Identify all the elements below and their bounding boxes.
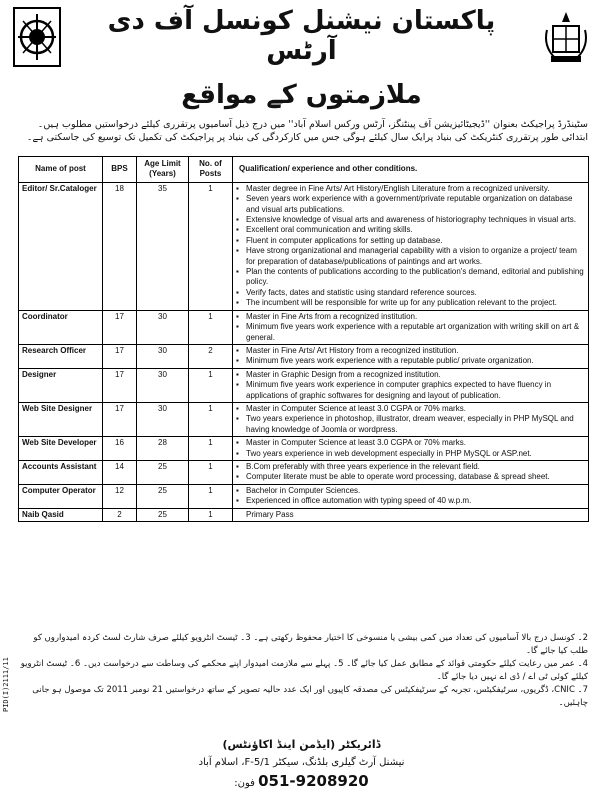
qualification-item: ▪ Minimum five years work experience with a reputable art organization with writing skill on art & general. xyxy=(236,322,585,343)
bps-value: 17 xyxy=(103,402,137,436)
post-name: Coordinator xyxy=(19,310,103,344)
pakistan-state-emblem-icon xyxy=(541,6,591,68)
qualification-cell xyxy=(233,484,589,508)
qualification-cell xyxy=(233,310,589,344)
pnca-emblem-icon xyxy=(12,6,62,68)
post-name: Accounts Assistant xyxy=(19,460,103,484)
intro-paragraph: سٹینڈرڈ پراجیکٹ بعنوان ''ڈیجیٹائیزیشن آف پینٹنگز، آرٹس ورکس اسلام آباد'' میں درج ذیل آسامیوں پرتقرری کیلئے درخواستیں مطلوب ہیں۔ ابتدائی طور پرتقرری کنٹریکٹ کی بنیاد پرایک سال کیلئے ہوگی جس میں کارکردگی کی بنیاد پر پراجیکٹ کی تکمیل تک توسیع کی جاسکتی ہے۔ xyxy=(26,119,588,143)
age-limit: 25 xyxy=(137,460,189,484)
post-name: Web Site Designer xyxy=(19,402,103,436)
age-limit: 30 xyxy=(137,344,189,368)
bps-value: 17 xyxy=(103,344,137,368)
age-limit: 30 xyxy=(137,368,189,402)
note-line: 4۔ عمر میں رعایت کیلئے حکومتی قوائد کے مطابق عمل کیا جائے گا۔ 5۔ پہلے سے ملازمت امیدوار اپنے محکمے کی وساطت سے درخواست دیں۔ 6۔ ٹیسٹ انٹرویو کیلئے کوئی ٹی اے / ڈی اے نہیں دیا جائے گا۔ xyxy=(20,659,588,682)
col-header-post: Name of post xyxy=(19,157,103,183)
col-header-bps: BPS xyxy=(103,157,137,183)
qualification-item: ▪ The incumbent will be responsible for write up for any publication relevant to the project. xyxy=(236,298,585,308)
qualification-item: ▪ Experienced in office automation with typing speed of 40 w.p.m. xyxy=(236,496,585,506)
posts-count: 1 xyxy=(189,484,233,508)
qualification-item: ▪ Master in Computer Science at least 3.0 CGPA or 70% marks. xyxy=(236,438,585,448)
bps-value: 14 xyxy=(103,460,137,484)
table-row xyxy=(19,437,589,461)
qualification-item: ▪ Verify facts, dates and statistic using standard reference sources. xyxy=(236,288,585,298)
qualification-item: ▪ Master in Computer Science at least 3.0 CGPA or 70% marks. xyxy=(236,404,585,414)
publication-reference: PID(I)2111/11 xyxy=(2,657,10,712)
posts-count: 2 xyxy=(189,344,233,368)
contact-title: ڈائریکٹر (ایڈمن اینڈ اکاؤنٹس) xyxy=(222,738,381,751)
age-limit: 25 xyxy=(137,484,189,508)
table-row xyxy=(19,182,589,310)
bps-value: 17 xyxy=(103,368,137,402)
posts-count: 1 xyxy=(189,460,233,484)
qualification-item: ▪ Extensive knowledge of visual arts and awareness of historiography techniques in visual arts. xyxy=(236,215,585,225)
note-line: 2۔ کونسل درج بالا آسامیوں کی تعداد میں کمی بیشی یا منسوخی کا اختیار محفوظ رکھتی ہے۔ 3۔ ٹیسٹ انٹرویو کیلئے صرف شارٹ لسٹ کردہ امیدواروں کو طلب کیا جائے گا۔ xyxy=(33,633,588,656)
qualification-cell xyxy=(233,344,589,368)
qualification-item: ▪ Two years experience in web development especially in PHP MySQL or ASP.net. xyxy=(236,449,585,459)
qualification-item: Primary Pass xyxy=(246,509,294,519)
table-row xyxy=(19,508,589,521)
age-limit: 28 xyxy=(137,437,189,461)
qualification-cell xyxy=(233,182,589,310)
age-limit: 25 xyxy=(137,508,189,521)
col-header-posts: No. of Posts xyxy=(189,157,233,183)
jobs-heading: ملازمتوں کے مواقع xyxy=(181,80,422,110)
job-table xyxy=(18,156,588,522)
qualification-item: ▪ B.Com preferably with three years experience in the relevant field. xyxy=(236,462,585,472)
contact-phone: 051-9208920 xyxy=(258,772,369,790)
qualification-item: ▪ Master in Fine Arts from a recognized institution. xyxy=(236,312,585,322)
posts-count: 1 xyxy=(189,182,233,310)
qualification-cell xyxy=(233,368,589,402)
qualification-cell xyxy=(233,402,589,436)
post-name: Editor/ Sr.Cataloger xyxy=(19,182,103,310)
posts-count: 1 xyxy=(189,437,233,461)
contact-phone-label: فون: xyxy=(234,778,255,789)
contact-block xyxy=(160,736,443,793)
post-name: Web Site Developer xyxy=(19,437,103,461)
post-name: Computer Operator xyxy=(19,484,103,508)
notes-section xyxy=(20,632,588,710)
table-row xyxy=(19,402,589,436)
col-header-qualification: Qualification/ experience and other conditions. xyxy=(233,157,589,183)
bps-value: 12 xyxy=(103,484,137,508)
qualification-item: ▪ Minimum five years work experience with a reputable public/ private organization. xyxy=(236,356,585,366)
qualification-item: ▪ Fluent in computer applications for setting up database. xyxy=(236,236,585,246)
post-name: Research Officer xyxy=(19,344,103,368)
qualification-cell xyxy=(233,460,589,484)
table-row xyxy=(19,484,589,508)
posts-count: 1 xyxy=(189,310,233,344)
table-row xyxy=(19,310,589,344)
qualification-item: ▪ Have strong organizational and managerial capability with a vision to organize a project/ team for preparation of database/publications of paintings and art works. xyxy=(236,246,585,267)
table-row xyxy=(19,368,589,402)
qualification-item: ▪ Master in Graphic Design from a recognized institution. xyxy=(236,370,585,380)
table-row xyxy=(19,344,589,368)
post-name: Naib Qasid xyxy=(19,508,103,521)
qualification-item: ▪ Bachelor in Computer Sciences. xyxy=(236,486,585,496)
post-name: Designer xyxy=(19,368,103,402)
posts-count: 1 xyxy=(189,402,233,436)
qualification-item: ▪ Excellent oral communication and writing skills. xyxy=(236,225,585,235)
posts-count: 1 xyxy=(189,508,233,521)
qualification-item: ▪ Master degree in Fine Arts/ Art History/English Literature from a recognized university. xyxy=(236,184,585,194)
qualification-cell xyxy=(233,508,589,521)
bps-value: 16 xyxy=(103,437,137,461)
age-limit: 35 xyxy=(137,182,189,310)
note-line: 7۔ CNIC، ڈگریوں، سرٹیفکیٹس، تجربہ کے سرٹیفکیٹس کی مصدقہ کاپیوں اور ایک عدد حالیہ تصویر کے ساتھ درخواستیں 21 نومبر 2011 تک موصول ہو جانی چاہئیں۔ xyxy=(32,685,588,708)
posts-count: 1 xyxy=(189,368,233,402)
table-row xyxy=(19,460,589,484)
qualification-cell xyxy=(233,437,589,461)
table-header-row xyxy=(19,157,589,183)
age-limit: 30 xyxy=(137,310,189,344)
bps-value: 2 xyxy=(103,508,137,521)
qualification-item: ▪ Master in Fine Arts/ Art History from a recognized institution. xyxy=(236,346,585,356)
bps-value: 18 xyxy=(103,182,137,310)
qualification-item: ▪ Two years experience in photoshop, illustrator, dream weaver, especially in PHP MySQL and having knowledge of Joomla or wordpress. xyxy=(236,414,585,435)
age-limit: 30 xyxy=(137,402,189,436)
organization-name: پاکستان نیشنل کونسل آف دی آرٹس xyxy=(107,6,496,66)
qualification-item: ▪ Computer literate must be able to operate word processing, database & spread sheet. xyxy=(236,472,585,482)
col-header-age: Age Limit (Years) xyxy=(137,157,189,183)
qualification-item: ▪ Seven years work experience with a government/private reputable organization on database and visual arts publications. xyxy=(236,194,585,215)
qualification-item: ▪ Minimum five years work experience in computer graphics expected to have fluency in applications of graphic softwares for designing and layout of publication. xyxy=(236,380,585,401)
qualification-item: ▪ Plan the contents of publications according to the publication's demand, editorial and publishing policy. xyxy=(236,267,585,288)
contact-address: نیشنل آرٹ گیلری بلڈنگ، سیکٹر F-5/1، اسلام آباد xyxy=(198,757,405,768)
bps-value: 17 xyxy=(103,310,137,344)
